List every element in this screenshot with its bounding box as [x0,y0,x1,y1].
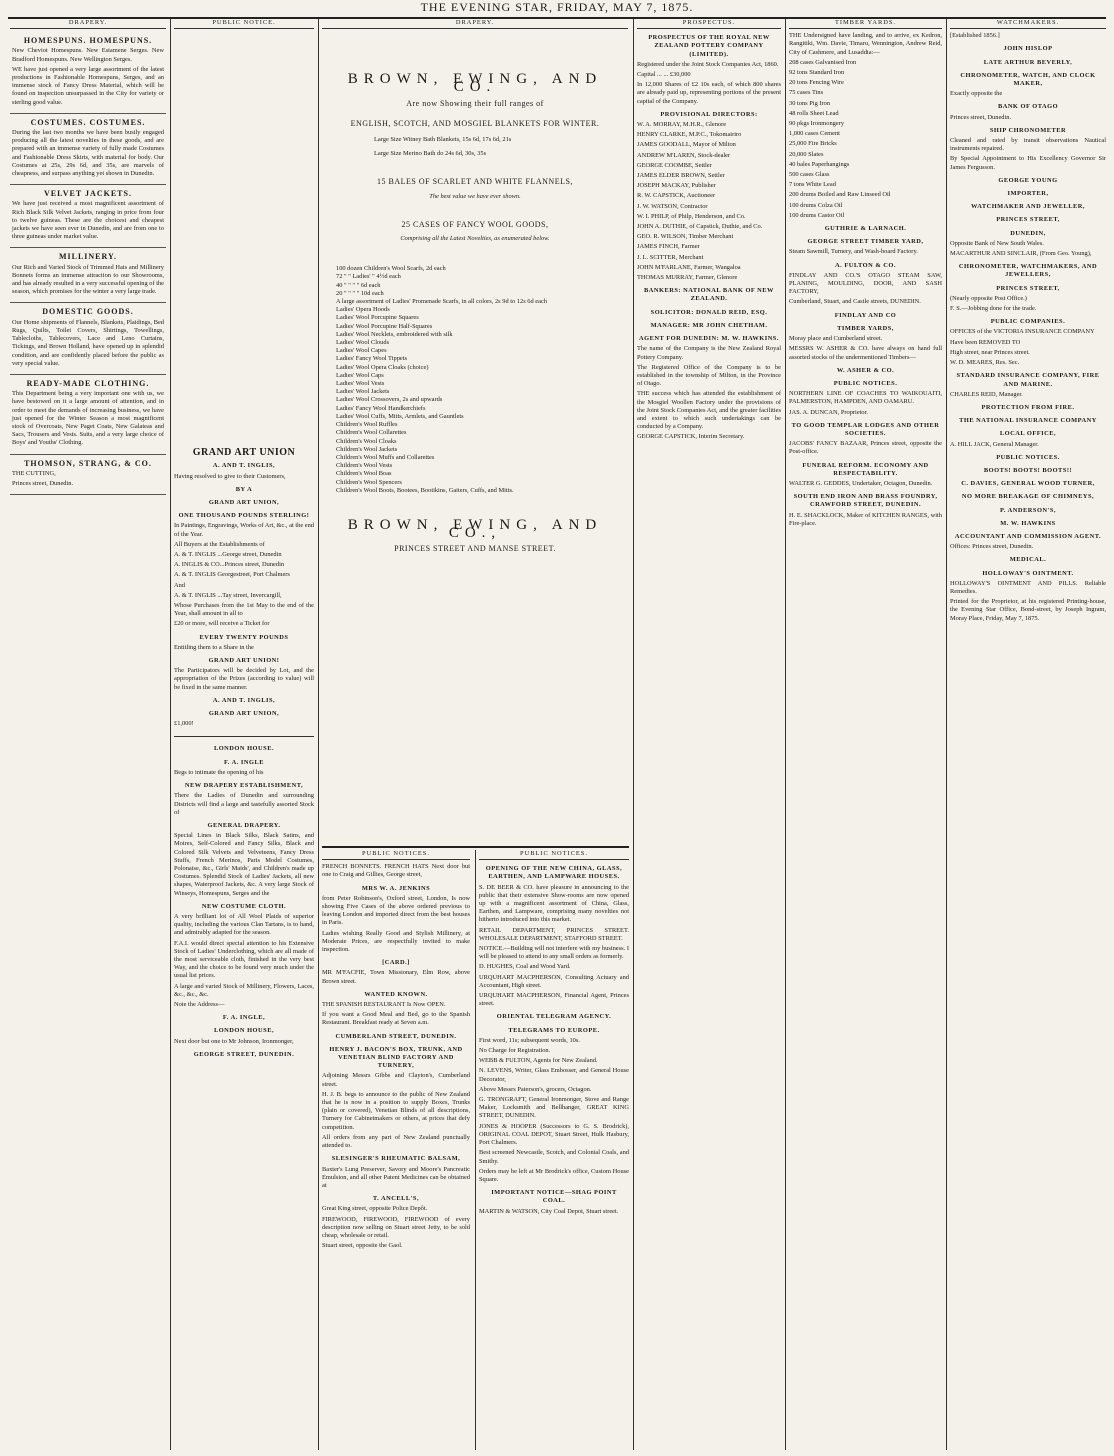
notice-text: MR M'FACFIE, Town Missionary, Elm Row, above Brown street. [322,969,470,985]
ad-text: During the last two months we have been busily engaged producing all the latest novelties in these goods, and are prepared with an immense variety of fully made Costumes and Fashionable Dress Skirts, with material for body. Our Costumes at 25s, 29s 6d, and 35s, are marvels of cheapness, and surpass anything yet shown in Dunedin. [12,129,164,178]
column-prospectus [637,19,781,1450]
blanket-line: Large Size Witney Bath Blankets, 15s 6d, 17s 6d, 21s [374,136,512,144]
notice-heading: GENERAL DRAPERY. [207,821,281,829]
notice-heading: W. ASHER & CO. [836,366,895,374]
notice-heading: SLESINGER'S RHEUMATIC BALSAM, [331,1155,461,1163]
notice-text: FIREWOOD, FIREWOOD, FIREWOOD of every description now selling on Stuart street Jetty, to be sold cheap, wholesale or retail. [322,1215,470,1239]
notice-heading: LONDON HOUSE, [213,1027,275,1035]
notice-text: There the Ladies of Dunedin and surrounding Districts will find a large and tastefully assorted Stock of [174,792,314,816]
notice-text: A. & T. INGLIS Georgestreet, Port Chalmers [174,571,290,579]
column-rule [170,19,171,1450]
notice-text: 40 bales Paperhangings [789,160,850,168]
notice-text: GEORGE CAPSTICK, Interim Secretary. [637,433,745,441]
notice-text: Adjoining Messrs Gibbs and Clayton's, Cumberland street. [322,1072,470,1088]
drapery-ad [10,375,166,455]
column-rule [785,19,786,1450]
notice-text: 20,000 Slates [789,150,824,158]
section-rule [174,736,314,737]
brown-ewing-ad [322,32,628,563]
column-heading: TIMBER YARDS. [789,19,942,29]
notice-text: A very brilliant lot of All Wool Plaids of superior quality, including the various Clan Tartans, is to hand, and admirably adapted for the season. [174,912,314,937]
notice-text: OFFICES of the VICTORIA INSURANCE COMPANY [950,328,1095,336]
wool-item: Children's Wool Collarettes [336,429,407,437]
notice-text: All Buyers at the Establishments of [174,540,265,548]
notice-text: 500 cases Glass [789,171,830,179]
ad-text: THE CUTTING, [12,469,56,477]
notice-text: In 12,000 Shares of £2 10s each, of which 800 shares are already paid up, representing portions of the present capital of the Company. [637,81,781,105]
notice-heading: OPENING OF THE NEW CHINA, GLASS, EARTHEN, AND LAMPWARE HOUSES. [485,865,623,881]
notice-text: 90 pkgs Ironmongery [789,120,845,128]
column-watchmakers [950,19,1106,1450]
wool-item: Ladies' Wool Crossovers, 2s and upwards [336,396,443,404]
notice-heading: LATE ARTHUR BEVERLY, [983,58,1073,66]
notice-text: JOSEPH MACKAY, Publisher [637,182,716,190]
notice-heading: BY A [235,485,253,493]
wool-item: Ladies' Opera Hoods [336,306,390,314]
notice-text: Baxter's Lung Preserver, Savory and Moore's Pancreatic Emulsion, and all other Patent Medicines can be obtained at [322,1165,470,1189]
notice-heading: MEDICAL. [1009,556,1047,564]
ad-text: This Department being a very important one with us, we have bestowed on it a large amount of attention, and in order to meet the demands of increasing business, we have just opened for the Winter Season a most magnificent stock of Overcoats, New Paget Coats, New Galateas and Sacs, Trousers and Vests. Suits, and a very large choice of Boys' and Youths' Clothing. [12,390,164,447]
notice-heading: MANAGER: MR JOHN CHETHAM. [650,321,768,329]
column-heading: PUBLIC NOTICE. [174,19,314,29]
wool-item: Ladies' Wool Jackets [336,388,390,396]
notice-text: Whose Purchases from the 1st May to the end of the Year, shall amount in all to [174,602,314,618]
column-rule [946,19,947,1450]
notice-text: H. J. B. begs to announce to the public of New Zealand that he is now in a position to supply Boxes, Trunks (plain or covered), Venetian Blinds of all descriptions, Turnery for Cabinetmakers or others, at prices that defy competition. [322,1090,470,1131]
notice-text: Next door but one to Mr Johnson, Ironmonger, [174,1037,294,1045]
column-public-notice [174,19,314,1450]
notice-heading: THE NATIONAL INSURANCE COMPANY [959,417,1097,425]
notice-text: If you want a Good Meal and Bed, go to the Spanish Restaurant. Breakfast ready at Seven a.m. [322,1011,470,1027]
notice-text: FINDLAY AND CO.'S OTAGO STEAM SAW, PLANING, MOULDING, DOOR, AND SASH FACTORY, [789,271,942,296]
notice-text: W. A. MORRAY, M.H.R., Glenore [637,121,727,129]
notice-text: Begs to intimate the opening of his [174,768,264,776]
notice-heading: NO MORE BREAKAGE OF CHIMNEYS, [961,493,1095,501]
notice-text: 92 tons Standard Iron [789,69,845,77]
wool-title: 25 CASES OF FANCY WOOL GOODS, [401,219,549,229]
notice-text: THE SPANISH RESTAURANT Is Now OPEN. [322,1001,446,1009]
blankets-title: ENGLISH, SCOTCH, AND MOSGIEL BLANKETS FOR WINTER. [350,118,600,128]
flannels-title: 15 BALES OF SCARLET AND WHITE FLANNELS, [377,177,573,187]
notice-text: In Paintings, Engravings, Works of Art, &c., at the end of the Year. [174,522,314,538]
notice-text: RETAIL DEPARTMENT, PRINCES STREET. WHOLESALE DEPARTMENT, STAFFORD STREET. [479,926,629,942]
notice-text: HOLLOWAY'S OINTMENT AND PILLS. Reliable Remedies. [950,579,1106,595]
notice-text: MESSRS W. ASHER & CO. have always on hand full assorted stocks of the undermentioned Timbers— [789,345,942,361]
firm-address: PRINCES STREET AND MANSE STREET. [394,544,556,554]
column-heading: PROSPECTUS. [637,19,781,29]
notice-text: ANDREW M'LAREN, Stock-dealer [637,151,731,159]
notice-text: W. I. PHILP, of Philp, Henderson, and Co. [637,212,746,220]
column-heading: PUBLIC NOTICES. [322,850,470,860]
wool-item: 20 " " " " 10d each [336,289,384,297]
notice-heading: WATCHMAKER AND JEWELLER, [971,203,1085,211]
notice-text: URQUHART MACPHERSON, Financial Agent, Princes street. [479,992,629,1008]
wool-item: A large assortment of Ladies' Promenade Scarfs, in all colors, 2s 9d to 12s 6d each [336,298,547,306]
notice-heading: LOCAL OFFICE, [999,430,1057,438]
notice-text: F. S.—Jobbing done for the trade. [950,305,1037,313]
ad-text: Our Rich and Varied Stock of Trimmed Hats and Millinery Bonnets forms an immense attraction to our Showrooms, and has already resulted in a very successful opening of the season, which promises for the winter a very large trade. [12,263,164,296]
notice-heading: T. ANCELL'S, [372,1195,420,1203]
notice-heading: SOUTH END IRON AND BRASS FOUNDRY, CRAWFORD STREET, DUNEDIN. [793,493,938,509]
notice-text: 75 cases Tins [789,89,824,97]
notice-heading: CHRONOMETER, WATCH, AND CLOCK MAKER, [960,71,1096,88]
wool-item: Children's Wool Spencers [336,478,402,486]
column-heading: DRAPERY. [322,19,628,29]
notice-heading: TELEGRAMS TO EUROPE. [508,1026,600,1034]
notice-heading: SOLICITOR: DONALD REID, ESQ. [650,308,768,316]
notice-heading: JOHN HISLOP [1003,45,1053,53]
ad-title: MILLINERY. [58,252,118,262]
wool-item: Children's Wool Jackets [336,445,398,453]
column-timber-yards [789,19,942,1450]
ad-title: VELVET JACKETS. [44,189,132,199]
notice-text: 1,000 cases Cement [789,130,840,138]
notice-heading: NEW DRAPERY ESTABLISHMENT, [184,782,304,790]
notice-text: Entitling them to a Share in the [174,643,254,651]
notice-heading: DUNEDIN, [1010,229,1046,237]
notice-text: F.A.I. would direct special attention to his Extensive Stock of Ladies' Underclothing, which are all made of the most serviceable cloth, finished in the very best Way, and the choice to be found very much under the usual list prices. [174,939,314,980]
ad-text: WE have just opened a very large assortment of the latest productions in Fashionable Homespuns, Serges, and an immense stock of Fancy Dress Material, which will be found on inspection unsurpassed in the City for variety or sterling good value. [12,65,164,106]
notice-heading: GRAND ART UNION [192,447,296,459]
ad-title: HOMESPUNS. HOMESPUNS. [23,36,153,46]
notice-text: JAMES GOODALL, Mayor of Milton [637,141,736,149]
notice-text: THE success which has attended the establishment of the Mosgiel Woollen Factory under the provisions of the Joint Stock Companies Act, and the greater facilities and extent to which such undertakings can be conducted by a Company. [637,390,781,431]
wool-item: Ladies' Wool Necklets, embroidered with silk [336,330,453,338]
notice-heading: A. FULTON & CO. [835,261,896,269]
ad-title: THOMSON, STRANG, & CO. [24,458,152,468]
notice-heading: GRAND ART UNION! [208,657,280,665]
notice-text: FRENCH BONNETS. FRENCH HATS Next door but one to Craig and Gillies, George street, [322,863,470,879]
notice-text: S. DE BEER & CO. have pleasure in announcing to the public that their extensive Show-rooms are now opened up with a magnificent assortment of China, Glass, Earthen, and Lampware, comprising many novelties not hitherto introduced into this market. [479,883,629,924]
column-rule [475,850,476,1450]
notice-text: 7 tons White Lead [789,181,836,189]
column-rule [318,19,319,1450]
notice-heading: PRINCES STREET, [996,284,1060,292]
notice-heading: PROVISIONAL DIRECTORS: [660,110,758,118]
masthead: THE EVENING STAR, FRIDAY, MAY 7, 1875. [420,0,694,14]
notice-text: J. L. SCITTER, Merchant [637,253,704,261]
notice-text: from Peter Robinson's, Oxford street, London, Is now showing Five Cases of the above ordered previous to leaving London and imported direct from the best houses in Paris. [322,894,470,927]
notice-heading: AGENT FOR DUNEDIN: M. W. HAWKINS. [639,335,779,343]
drapery-ad [10,114,166,185]
wool-sub: Comprising all the Latest Novelties, as enumerated below. [400,235,550,243]
notice-text: 25,000 Fire Bricks [789,140,837,148]
blanket-line: Large Size Merino Bath do 24s 6d, 30s, 35s [374,150,487,158]
notice-heading: M. W. HAWKINS [1000,519,1056,527]
wool-item: Ladies' Wool Opera Cloaks (choice) [336,363,429,371]
notice-heading: GUTHRIE & LARNACH. [824,225,907,233]
column-heading: WATCHMAKERS. [950,19,1106,29]
notice-text: [Established 1856.] [950,32,1000,40]
firm-name-footer: BROWN, EWING, AND CO., [347,516,603,542]
notice-text: THOMAS MURRAY, Farmer, Glenore [637,274,738,282]
notice-heading: F. A. INGLE [223,758,265,766]
notice-heading: GEORGE STREET TIMBER YARD, [807,238,924,246]
notice-text: £20 or more, will receive a Ticket for [174,620,270,628]
notice-heading: PUBLIC NOTICES. [996,453,1060,461]
notice-text: £1,000! [174,720,194,728]
notice-heading: PROTECTION FROM FIRE. [981,403,1075,411]
notice-heading: C. DAVIES, GENERAL WOOD TURNER, [961,480,1095,488]
notice-text: JAMES FINCH, Farmer [637,243,700,251]
ad-text: Princes street, Dunedin. [12,479,74,487]
notice-text: JONES & HOOPER (Successors to G. S. Brodrick), ORIGINAL COAL DEPOT, Stuart Street, Hulk Hasbury, Port Chalmers. [479,1122,629,1147]
firm-name: BROWN, EWING, AND CO. [347,71,603,96]
notice-text: GEO. R. WILSON, Timber Merchant [637,233,734,241]
notice-text: JAS. A. DUNCAN, Proprietor. [789,408,868,416]
notice-text: Exactly opposite the [950,90,1003,98]
notice-text: W. D. MEARES, Res. Sec. [950,359,1020,367]
notice-text: MARTIN & WATSON, City Coal Depot, Stuart street. [479,1207,619,1215]
notice-text: (Nearly opposite Post Office.) [950,294,1027,302]
notice-heading: ONE THOUSAND POUNDS STERLING! [178,512,310,520]
column-heading: PUBLIC NOTICES. [479,850,629,860]
column-drapery [10,19,166,1450]
notice-text: 48 rolls Sheet Lead [789,109,839,117]
notice-text: NOTICE.—Building will not interfere with my business. I will be pleased to attend to any small orders as formerly. [479,945,629,961]
notice-text: 100 drums Colza Oil [789,201,843,209]
notice-text: JACOBS' FANCY BAZAAR, Princes street, opposite the Post-office. [789,440,942,456]
notice-text: D. HUGHES, Coal and Wood Yard. [479,963,571,971]
drapery-ad [10,303,166,374]
notice-text: By Special Appointment to His Excellency Governor Sir James Fergusson. [950,155,1106,171]
notice-heading: BOOTS! BOOTS! BOOTS!! [983,466,1073,474]
column-public-notices-a [322,850,470,1450]
notice-text: Moray place and Cumberland street. [789,335,883,343]
notice-text: A. INGLIS & CO...Princes street, Dunedin [174,561,285,569]
notice-heading: NEW COSTUME CLOTH. [201,902,287,910]
notice-text: Registered under the Joint Stock Companies Act, 1860. [637,60,779,68]
notice-text: WALTER G. GEDDES, Undertaker, Octagon, Dunedin. [789,479,933,487]
notice-text: N. LEVENS, Writer, Glass Embosser, and General House Decorator, [479,1067,629,1083]
notice-text: Stuart street, opposite the Gaol. [322,1242,403,1250]
notice-text: A. & T. INGLIS ...George street, Dunedin [174,551,282,559]
notice-text: J. W. WATSON, Contractor [637,202,708,210]
notice-heading: F. A. INGLE, [222,1014,266,1022]
notice-heading: SHIP CHRONOMETER [989,126,1067,134]
notice-text: HENRY CLARKE, M.P.C., Tokomairiro [637,131,742,139]
notice-text: Special Lines in Black Silks, Black Satins, and Moires, Self-Colored and Fancy Silks, Black and Colored Silk Velvets and Velveteens, Fancy Dress Stuffs, French Merinos, Paris Model Costumes, Polonaise, &c., Girls' Maids', and Children's made up Costumes. Splendid Stock of Ladies' Jackets, all new shapes, Waterproof Jackets, &c. A very large Stock of Winseys, Homespuns, Serges and the [174,832,314,897]
wool-item: Ladies' Wool Porcupine Squares [336,314,419,322]
wool-item: Children's Wool Boas [336,470,392,478]
ad-text: We have just received a most magnificent assortment of Rich Black Silk Velvet Jackets, ranging in price from four to twelve guineas. These are the choicest and cheapest jackets we have seen ever in Dunedin, and are from one to three guineas under market value. [12,200,164,241]
notice-text: 200 drums Boiled and Raw Linseed Oil [789,191,891,199]
wool-item: Children's Wool Cloaks [336,437,397,445]
notice-heading: ORIENTAL TELEGRAM AGENCY. [496,1013,612,1021]
notice-text: Orders may be left at Mr Brodrick's office, Custom House Square. [479,1167,629,1183]
wool-item: Ladies' Fancy Wool Tippets [336,355,407,363]
notice-text: A large and varied Stock of Millinery, Flowers, Laces, &c., &c., &c. [174,982,314,998]
column-public-notices-b [479,850,629,1450]
ad-text: New Cheviot Homespuns. New Estamene Serges. New Bradford Homespuns. New Wellington Serges. [12,47,164,63]
notice-heading: IMPORTER, [1007,190,1049,198]
flannels-sub: The best value we have ever shown. [429,192,521,200]
notice-heading: FINDLAY AND CO [834,311,897,319]
drapery-ad [10,32,166,114]
notice-text: URQUHART MACPHERSON, Consulting Actuary and Accountant, High street. [479,973,629,989]
notice-heading: WANTED KNOWN. [364,990,428,998]
notice-text: THE Undersigned have landing, and to arrive, ex Kedron, Rangitiki, Wm. Davie, Timaru, Wennington, Andrew Reid, City of Cashmere, and Lusaddia:— [789,32,942,56]
notice-heading: HENRY J. BACON'S BOX, TRUNK, AND VENETIAN BLIND FACTORY AND TURNERY, [329,1045,463,1070]
wool-item: Ladies' Wool Cuffs, Mitts, Armlets, and Gauntlets [336,412,464,420]
notice-heading: CUMBERLAND STREET, DUNEDIN. [335,1032,457,1040]
intro-text: Are now Showing their full ranges of [406,98,544,108]
notice-text: Cleaned and rated by transit observations Nautical instruments repaired. [950,137,1106,153]
notice-text: Great King street, opposite Police Depôt. [322,1205,428,1213]
notice-heading: HOLLOWAY'S OINTMENT. [982,569,1074,577]
notice-heading: GEORGE YOUNG [998,176,1058,184]
notice-text: The name of the Company is the New Zealand Royal Pottery Company. [637,345,781,361]
notice-text: GEORGE COOMBE, Settler [637,161,712,169]
notice-heading: TO GOOD TEMPLAR LODGES AND OTHER SOCIETIES. [791,421,940,437]
notice-heading: PUBLIC NOTICES. [833,379,898,387]
notice-heading: ACCOUNTANT AND COMMISSION AGENT. [954,532,1102,540]
notice-text: All orders from any part of New Zealand punctually attended to. [322,1133,470,1150]
section-rule [322,846,629,848]
wool-item: Ladies' Wool Capes [336,347,387,355]
drapery-ad [10,185,166,248]
wool-item: Children's Wool Boots, Bootees, Bootikins, Gaiters, Cuffs, and Mitts. [336,486,514,494]
notice-text: A. & T. INGLIS ...Tay street, Invercargill, [174,591,282,599]
notice-heading: FUNERAL REFORM. ECONOMY AND RESPECTABILITY. [802,461,929,477]
notice-text: JOHN A. DUTHIE, of Capstick, Duthie, and Co. [637,223,763,231]
notice-text: High street, near Princes street. [950,348,1030,356]
notice-text: CHARLES REID, Manager. [950,390,1023,398]
notice-heading: A. AND T. INGLIS, [212,462,276,470]
notice-text: And [174,581,186,589]
notice-heading: CHRONOMETER, WATCHMAKERS, AND JEWELLERS, [958,263,1098,279]
ad-text: Our Home shipments of Flannels, Blankets, Plaidings, Bed Rugs, Quilts, Toilet Covers, Shirtings, Towellings, Tablecloths, Tablecovers, Lace and Leno Curtains, Tickings, and Brown Holland, have opened up in splendid condition, and are confidently placed before the public as very special value. [12,318,164,367]
notice-text: JOHN M'FARLANE, Farmer, Wangaloa [637,263,741,271]
wool-item: Ladies' Wool Porcupine Half-Squares [336,322,433,330]
notice-heading: IMPORTANT NOTICE—SHAG POINT COAL. [491,1189,617,1205]
notice-heading: GEORGE STREET, DUNEDIN. [193,1050,295,1058]
notice-heading: GRAND ART UNION, [208,710,280,718]
notice-heading: P. ANDERSON'S, [1000,506,1056,514]
ad-title: DOMESTIC GOODS. [42,307,134,317]
wool-item: 100 dozen Children's Wool Scarfs, 2d each [336,265,446,273]
notice-text: Best screened Newcastle, Scotch, and Colonial Coals, and Smithy. [479,1149,629,1165]
drapery-ad [10,248,166,303]
notice-text: The Participators will be decided by Lot, and the appropriation of the Prizes (according to value) will be fixed in the same manner. [174,667,314,691]
column-rule [633,19,634,1450]
notice-text: JAMES ELDER BROWN, Settler [637,172,725,180]
ad-title: READY-MADE CLOTHING. [26,378,150,388]
notice-heading: PUBLIC COMPANIES. [990,318,1066,326]
column-heading: DRAPERY. [10,19,166,29]
notice-heading: LONDON HOUSE. [213,745,275,753]
notice-text: R. W. CAPSTICK, Auctioneer [637,192,716,200]
drapery-ad [10,455,166,496]
notice-text: Opposite Bank of New South Wales. [950,239,1044,247]
wool-item: Ladies' Fancy Wool Handkerchiefs [336,404,426,412]
notice-text: Note the Address— [174,1000,225,1008]
notice-heading: EVERY TWENTY POUNDS [199,633,289,641]
wool-item: Children's Wool Muffs and Collarettes [336,453,435,461]
notice-text: Offices: Princes street, Dunedin. [950,543,1034,551]
wool-item: Children's Wool Vests [336,462,393,470]
notice-text: 208 cases Galvanised Iron [789,58,857,66]
wool-item: Children's Wool Ruffles [336,421,398,429]
notice-heading: PROSPECTUS OF THE ROYAL NEW ZEALAND POTTERY COMPANY (LIMITED). [648,34,770,58]
notice-text: H. E. SHACKLOCK, Maker of KITCHEN RANGES, with Fire-place. [789,511,942,527]
notice-heading: STANDARD INSURANCE COMPANY, FIRE AND MARINE. [956,372,1100,388]
wool-item: Ladies' Wool Caps [336,371,384,379]
wool-item: Ladies' Wool Clouds [336,339,390,347]
notice-text: Steam Sawmill, Turnery, and Wash-board Factory. [789,248,918,256]
notice-text: NORTHERN LINE OF COACHES TO WAIKOUAITI, PALMERSTON, HAMPDEN, AND OAMARU. [789,390,942,406]
notice-text: 30 tons Pig Iron [789,99,831,107]
ad-title: COSTUMES. COSTUMES. [30,117,146,127]
notice-text: The Registered Office of the Company is to be established in the township of Milton, in the Province of Otago. [637,363,781,388]
notice-text: Have been REMOVED TO [950,338,1021,346]
notice-heading: TIMBER YARDS, [837,324,894,332]
notice-text: A. HILL JACK, General Manager. [950,440,1039,448]
notice-heading: PRINCES STREET, [996,216,1060,224]
notice-heading: GRAND ART UNION, [208,499,280,507]
notice-text: Capital ... ... £30,000 [637,71,691,79]
notice-text: Cumberland, Stuart, and Castle streets, DUNEDIN. [789,298,921,306]
notice-text: G. TRONGRAFT, General Ironmonger, Stove and Range Maker, Locksmith and Bellhanger, GREAT KING STREET, DUNEDIN. [479,1096,629,1120]
notice-heading: BANK OF OTAGO [997,103,1059,111]
notice-text: Having resolved to give to their Customers, [174,472,286,480]
notice-text: 20 tons Fencing Wire [789,79,844,87]
notice-text: Ladies wishing Really Good and Stylish Millinery, at Moderate Prices, are respectfully invited to make inspection. [322,929,470,954]
notice-heading: [CARD.] [382,959,410,967]
notice-heading: MRS W. A. JENKINS [361,884,431,892]
notice-text: First word, 11s; subsequent words, 10s. [479,1036,580,1044]
notice-text: No Charge for Registration. [479,1047,551,1055]
notice-text: WEBB & FULTON, Agents for New Zealand. [479,1057,598,1065]
notice-heading: A. AND T. INGLIS, [212,696,276,704]
notice-text: Princes street, Dunedin. [950,113,1012,121]
wool-item: 72 " " Ladies' " 4½d each [336,273,401,281]
notice-text: MACARTHUR AND SINCLAIR, (From Geo. Young), [950,250,1092,258]
notice-text: Above Messrs Paterson's, grocers, Octagon. [479,1085,592,1093]
notice-heading: BANKERS: NATIONAL BANK OF NEW ZEALAND. [644,287,774,303]
notice-text: Printed for the Proprietor, at his registered Printing-house, the Evening Star Office, Bond-street, by Joseph Ingram, Moray Place, Friday, May 7, 1875. [950,598,1106,622]
notice-text: 100 drums Castor Oil [789,211,845,219]
wool-item: 40 " " " " 6d each [336,281,381,289]
wool-item: Ladies' Wool Vests [336,380,385,388]
